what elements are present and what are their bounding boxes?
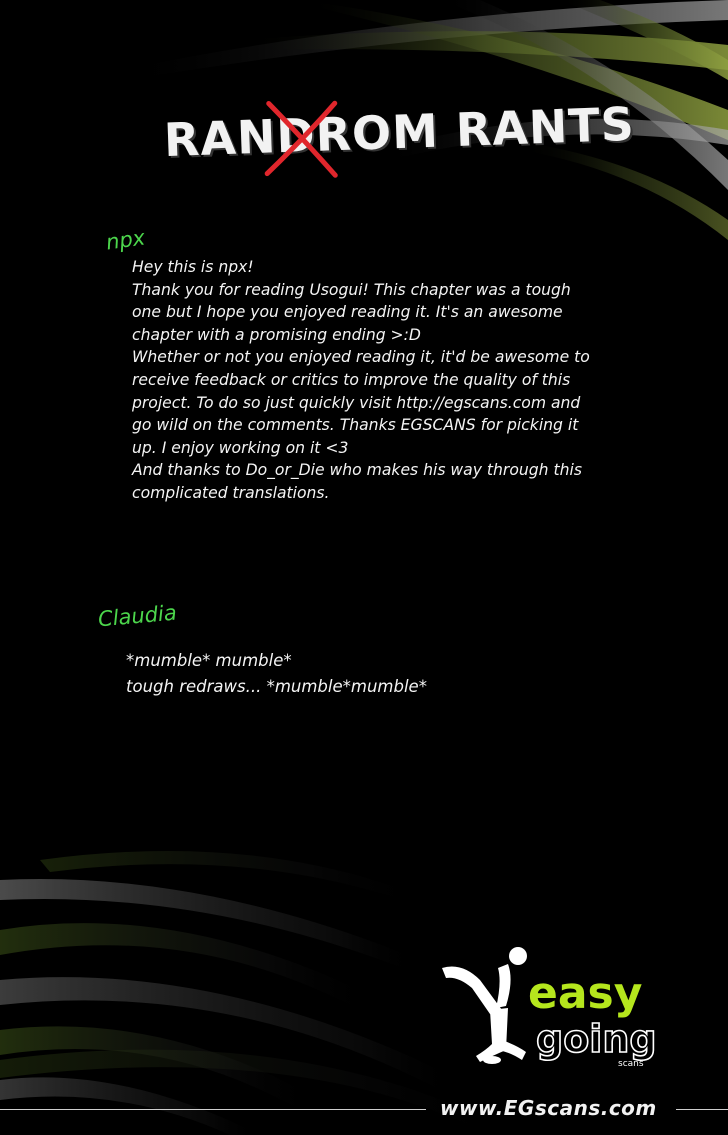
rant-line: go wild on the comments. Thanks EGSCANS for picking it <box>132 416 579 435</box>
rant-line: complicated translations. <box>132 483 330 502</box>
footer-divider-right <box>676 1109 728 1110</box>
rant-line: And thanks to Do_or_Die who makes his way through this <box>132 461 582 480</box>
rant-line: receive feedback or critics to improve the quality of this <box>132 370 571 389</box>
title-struck-letter: R <box>314 106 353 162</box>
footer-divider-left <box>0 1109 426 1110</box>
rant-line: project. To do so just quickly visit http://egscans.com and <box>132 393 581 412</box>
easy-going-scans-logo <box>432 940 672 1070</box>
rant-claudia-text <box>126 648 427 700</box>
rant-line: tough redraws... *mumble*mumble* <box>126 677 427 696</box>
rant-line: up. I enjoy working on it <3 <box>132 438 349 457</box>
strike-x-icon <box>255 95 348 184</box>
logo-word-going: going <box>536 1017 657 1061</box>
rant-line: Thank you for reading Usogui! This chapter was a tough <box>132 280 571 299</box>
logo-word-scans: scans <box>618 1059 644 1069</box>
author-claudia: Claudia <box>97 600 178 632</box>
author-npx: npx <box>104 225 147 255</box>
footer-url: www.EGscans.com <box>440 1096 657 1120</box>
page-title <box>159 91 636 186</box>
rant-line: Whether or not you enjoyed reading it, it'd be awesome to <box>132 348 590 367</box>
rant-line: chapter with a promising ending >:D <box>132 325 421 344</box>
rant-line: Hey this is npx! <box>132 258 254 276</box>
title-part-1: RAND <box>163 107 317 168</box>
rant-npx-text <box>132 256 590 505</box>
rant-line: *mumble* mumble* <box>126 651 292 670</box>
title-part-2: OM RANTS <box>351 96 636 161</box>
logo-word-easy: easy <box>528 968 643 1019</box>
rant-line: one but I hope you enjoyed reading it. It's an awesome <box>132 303 563 322</box>
